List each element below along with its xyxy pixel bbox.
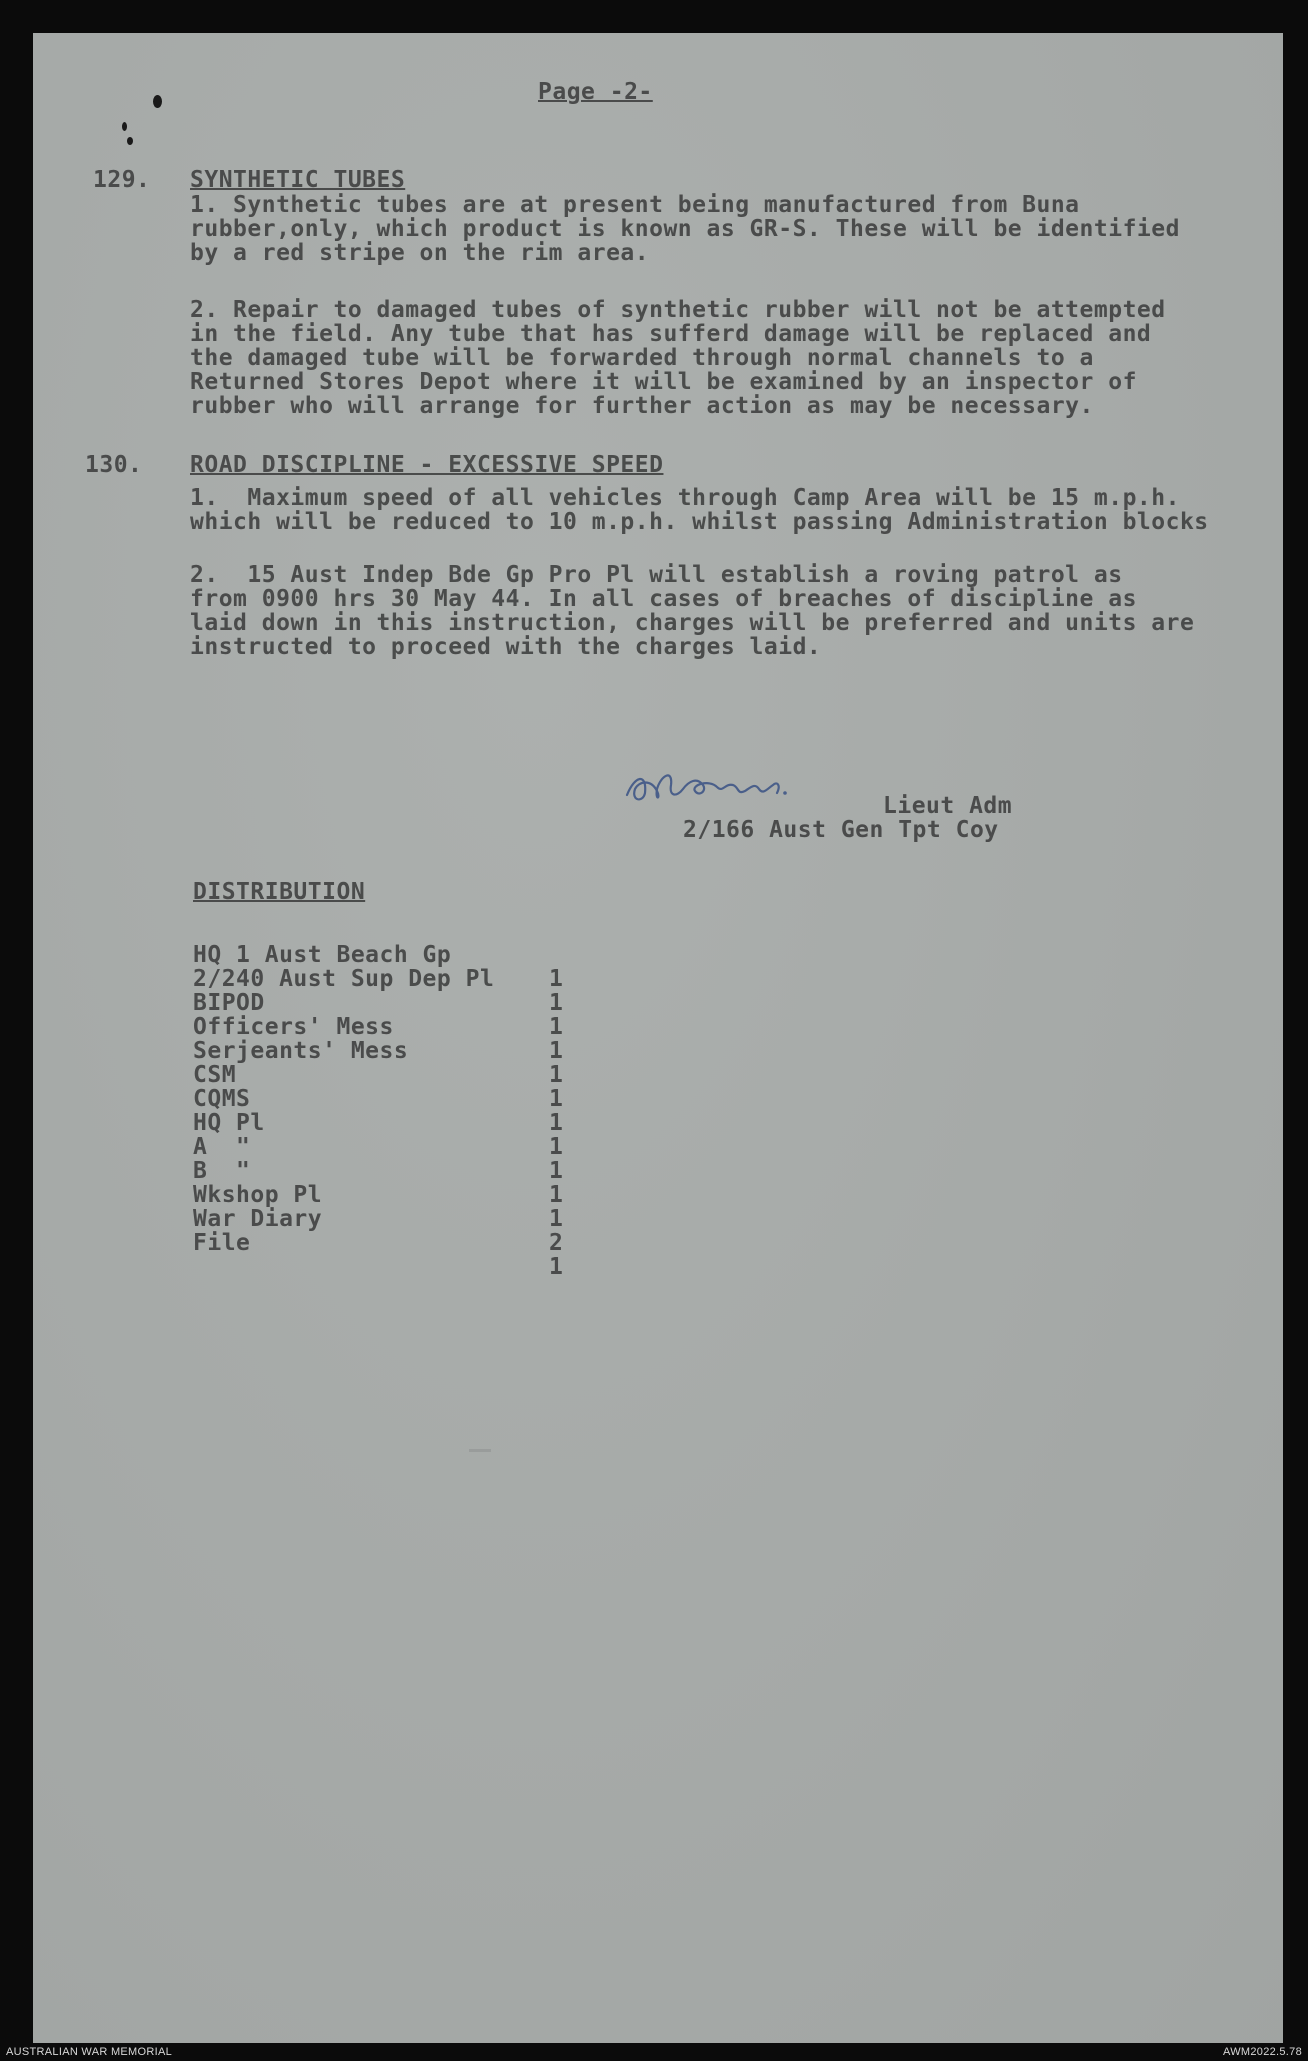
paragraph-line: by a red stripe on the rim area. (190, 240, 650, 266)
signatory-unit: 2/166 Aust Gen Tpt Coy (683, 817, 999, 843)
distribution-heading: DISTRIBUTION (193, 879, 366, 905)
distribution-quantity: 1 (549, 1182, 564, 1208)
paragraph-line: 2. 15 Aust Indep Bde Gp Pro Pl will establish a roving patrol as (190, 562, 1123, 588)
punch-mark (127, 137, 133, 145)
paper-speck (469, 1449, 491, 1452)
distribution-recipient: CQMS (193, 1085, 251, 1112)
signatory-rank: Lieut Adm (883, 793, 1013, 819)
distribution-recipient: B " (193, 1157, 251, 1184)
paragraph-line: rubber,only, which product is known as GR-S. These will be identified (190, 216, 1180, 242)
distribution-quantity: 1 (549, 1134, 564, 1160)
distribution-quantity: 1 (549, 1158, 564, 1184)
distribution-recipient: File (193, 1229, 251, 1256)
distribution-recipient: Wkshop Pl (193, 1181, 323, 1208)
distribution-row (193, 1110, 593, 1184)
paragraph-line: laid down in this instruction, charges will be preferred and units are (190, 610, 1195, 636)
distribution-recipient: War Diary (193, 1205, 323, 1232)
document-sheet (33, 33, 1283, 2043)
distribution-recipient: Officers' Mess (193, 1013, 394, 1040)
footer-left-credit: AUSTRALIAN WAR MEMORIAL (6, 2046, 173, 2058)
distribution-recipient: BIPOD (193, 989, 265, 1016)
distribution-recipient: HQ Pl (193, 1109, 265, 1136)
distribution-recipient: A " (193, 1133, 251, 1160)
distribution-quantity: 1 (549, 990, 564, 1016)
distribution-recipient: Serjeants' Mess (193, 1037, 409, 1064)
distribution-quantity: 1 (549, 1110, 564, 1136)
page-label: Page -2- (538, 79, 653, 105)
handwritten-signature (617, 755, 857, 815)
distribution-recipient: CSM (193, 1061, 237, 1088)
distribution-quantity: 2 (549, 1230, 564, 1256)
footer-right-id: AWM2022.5.78 (1222, 2046, 1302, 2058)
distribution-quantity: 1 (549, 1254, 564, 1280)
distribution-quantity: 1 (549, 1014, 564, 1040)
paragraph-line: 1. Synthetic tubes are at present being manufactured from Buna (190, 192, 1080, 218)
distribution-quantity: 1 (549, 1062, 564, 1088)
distribution-quantity: 1 (549, 1206, 564, 1232)
paragraph-line: Returned Stores Depot where it will be examined by an inspector of (190, 369, 1137, 395)
distribution-quantity: 1 (549, 1038, 564, 1064)
paragraph-line: rubber who will arrange for further action as may be necessary. (190, 393, 1094, 419)
paragraph-line: 1. Maximum speed of all vehicles through Camp Area will be 15 m.p.h. (190, 485, 1180, 511)
distribution-quantity: 1 (549, 966, 564, 992)
paragraph-line: from 0900 hrs 30 May 44. In all cases of breaches of discipline as (190, 586, 1137, 612)
distribution-recipient: 2/240 Aust Sup Dep Pl (193, 965, 495, 992)
punch-mark (153, 95, 162, 108)
paragraph-line: in the field. Any tube that has sufferd damage will be replaced and (190, 321, 1152, 347)
paragraph-line: which will be reduced to 10 m.p.h. whilst passing Administration blocks (190, 509, 1209, 535)
punch-mark (122, 122, 127, 131)
section-heading: SYNTHETIC TUBES (190, 167, 406, 193)
section-number: 130. (85, 452, 143, 478)
paragraph-line: instructed to proceed with the charges laid. (190, 634, 822, 660)
distribution-quantity: 1 (549, 1086, 564, 1112)
paragraph-line: 2. Repair to damaged tubes of synthetic rubber will not be attempted (190, 297, 1166, 323)
distribution-row (193, 1086, 593, 1160)
section-number: 129. (93, 167, 151, 193)
distribution-row (193, 1206, 593, 1280)
distribution-recipient: HQ 1 Aust Beach Gp (193, 941, 452, 968)
section-heading: ROAD DISCIPLINE - EXCESSIVE SPEED (190, 452, 664, 478)
paragraph-line: the damaged tube will be forwarded through normal channels to a (190, 345, 1094, 371)
